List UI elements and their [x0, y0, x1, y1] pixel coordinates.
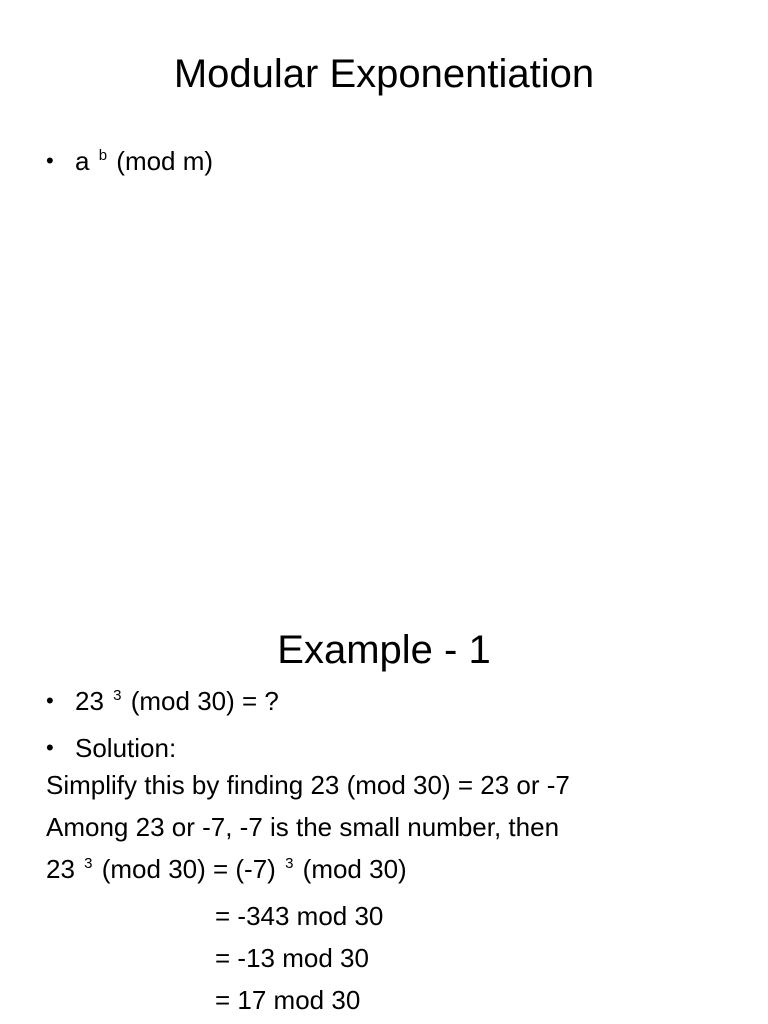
- solution-line-3: [46, 848, 570, 895]
- line3-rest: (mod 30): [302, 854, 407, 884]
- line3-base: 23: [46, 854, 75, 884]
- solution-line-4: = -343 mod 30: [215, 901, 384, 931]
- question-exponent: 3: [113, 687, 122, 704]
- bullet-icon: •: [46, 735, 54, 760]
- slide-2: [0, 512, 768, 1024]
- line3-exponent-2: 3: [285, 855, 294, 872]
- solution-line-2: Among 23 or -7, -7 is the small number, then: [46, 812, 560, 842]
- solution-line-5: = -13 mod 30: [215, 943, 369, 973]
- solution-steps: [46, 764, 570, 1021]
- bullet-item-question: [46, 680, 279, 727]
- bullet-icon: •: [46, 148, 54, 173]
- bullet-icon: •: [46, 688, 54, 713]
- line3-exponent-1: 3: [84, 855, 93, 872]
- bullet-item-formula: [46, 140, 213, 187]
- slide-title: Example - 1: [277, 628, 491, 672]
- formula-base: a: [75, 146, 90, 176]
- bullet-list: [46, 140, 213, 187]
- bullet-item-solution: [46, 727, 279, 769]
- line3-middle: (mod 30) = (-7): [101, 854, 276, 884]
- question-rest: (mod 30) = ?: [130, 686, 279, 716]
- solution-line-1: Simplify this by finding 23 (mod 30) = 23 or -7: [46, 770, 570, 800]
- solution-line-6: = 17 mod 30: [215, 985, 361, 1015]
- slide-title: Modular Exponentiation: [173, 52, 595, 96]
- formula-exponent: b: [98, 147, 108, 164]
- question-base: 23: [75, 686, 104, 716]
- formula-modulus: (mod m): [116, 146, 214, 176]
- bullet-list: [46, 680, 279, 769]
- solution-label: Solution:: [75, 733, 177, 763]
